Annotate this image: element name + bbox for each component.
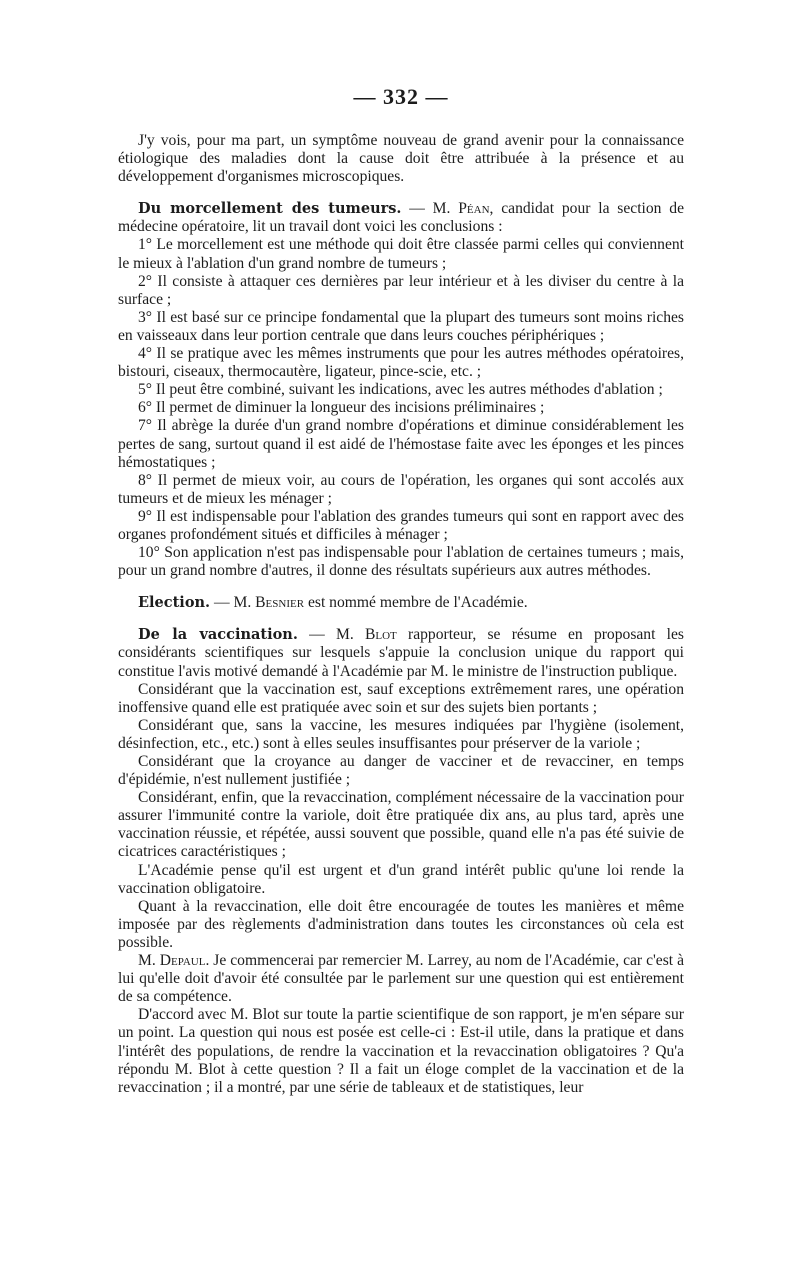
conclusion-item: 4° Il se pratique avec les mêmes instruments que pour les autres méthodes opératoires, bistouri, ciseaux, thermocautère, ligateur, pince-scie, etc. ; (118, 345, 684, 381)
considerant-paragraph: Considérant, enfin, que la revaccination, complément nécessaire de la vaccination pour assurer l'immunité contre la variole, doit être pratiquée dix ans, au plus tard, après une vaccination réussie, et répétée, aussi souvent que possible, quand elle n'a pas été suivie de cicatrices caractéristiques ; (118, 789, 684, 861)
intro-paragraph: J'y vois, pour ma part, un symptôme nouveau de grand avenir pour la connaissance étiologique des maladies dont la cause doit être attribuée à la présence et au développement d'organismes microscopiques. (118, 132, 684, 186)
conclusion-item: 1° Le morcellement est une méthode qui doit être classée parmi celles qui conviennent le mieux à l'ablation d'un grand nombre de tumeurs ; (118, 236, 684, 272)
section-vaccination (118, 626, 684, 952)
conclusion-item: 7° Il abrège la durée d'un grand nombre d'opérations et diminue considérablement les pertes de sang, surtout quand il est aidé de l'hémostase faite avec les éponges et les pinces hémostatiques ; (118, 417, 684, 471)
depaul-paragraph: M. Depaul. Je commencerai par remercier M. Larrey, au nom de l'Académie, car c'est à lui qu'elle doit d'avoir été consultée par le parlement sur une question qui est entièrement de sa compétence. (118, 952, 684, 1006)
considerant-paragraph: Considérant que la croyance au danger de vacciner et de revacciner, en temps d'épidémie, n'est nullement justifiée ; (118, 753, 684, 789)
author-name: Blot (364, 626, 397, 644)
section-heading: De la vaccination. (138, 626, 298, 644)
author-name: Péan (458, 200, 490, 218)
section-morcellement (118, 200, 684, 580)
academie-paragraph: L'Académie pense qu'il est urgent et d'un grand intérêt public qu'une loi rende la vaccination obligatoire. (118, 861, 684, 897)
conclusion-item: 8° Il permet de mieux voir, au cours de l'opération, les organes qui sont accolés aux tumeurs et de mieux les ménager ; (118, 471, 684, 507)
conclusion-item: 5° Il peut être combiné, suivant les indications, avec les autres méthodes d'ablation ; (138, 381, 663, 399)
conclusion-item: 6° Il permet de diminuer la longueur des incisions préliminaires ; (138, 399, 545, 417)
considerant-paragraph: Considérant que la vaccination est, sauf exceptions extrêmement rares, une opération inoffensive quand elle est pratiquée avec soin et sur des sujets bien portants ; (118, 680, 684, 716)
conclusion-item: 10° Son application n'est pas indispensable pour l'ablation de certaines tumeurs ; mais, pour un grand nombre d'autres, il donne des résultats supérieurs aux autres méthodes. (118, 544, 684, 580)
conclusion-item: 9° Il est indispensable pour l'ablation des grandes tumeurs qui sont en rapport avec des organes profondément situés et difficiles à ménager ; (118, 507, 684, 543)
page-number: — 332 — (353, 84, 449, 109)
considerant-paragraph: Considérant que, sans la vaccine, les mesures indiquées par l'hygiène (isolement, désinfection, etc., etc.) sont à elles seules insuffisantes pour préserver de la variole ; (118, 716, 684, 752)
depaul-continuation: D'accord avec M. Blot sur toute la partie scientifique de son rapport, je m'en sépare sur un point. La question qui nous est posée est celle-ci : Est-il utile, dans la pratique et dans l'intérêt des populations, de rendre la vaccination et la revaccination obligatoires ? Qu'a répondu M. Blot à cette question ? Il a fait un éloge complet de la vaccination et de la revaccination ; il a montré, par une série de tableaux et de statistiques, leur (118, 1006, 684, 1096)
revaccination-paragraph: Quant à la revaccination, elle doit être encouragée de toutes les manières et même imposée par des règlements d'administration dans toutes les circonstances où cela est possible. (118, 897, 684, 951)
conclusion-item: 2° Il consiste à attaquer ces dernières par leur intérieur et à les diviser du centre à la surface ; (118, 272, 684, 308)
section-morcellement-intro: Du morcellement des tumeurs. — M. Péan, candidat pour la section de médecine opératoire, lit un travail dont voici les conclusions : (118, 200, 684, 236)
document-page (118, 84, 684, 1097)
section-heading: Du morcellement des tumeurs. (138, 200, 402, 218)
vaccination-intro: De la vaccination. — M. Blot rapporteur, se résume en proposant les considérants scientifiques sur lesquels s'appuie la conclusion unique du rapport qui constitue l'avis motivé demandé à l'Académie par M. le ministre de l'instruction publique. (118, 626, 685, 680)
conclusion-item: 3° Il est basé sur ce principe fondamental que la plupart des tumeurs sont moins riches en vaisseaux dans leur portion centrale que dans leurs couches périphériques ; (118, 308, 684, 344)
section-election (118, 594, 684, 612)
section-heading: Election. (138, 594, 211, 612)
author-name: Besnier (255, 594, 305, 612)
author-name: Depaul (159, 952, 206, 970)
election-paragraph: Election. — M. Besnier est nommé membre de l'Académie. (138, 594, 528, 612)
